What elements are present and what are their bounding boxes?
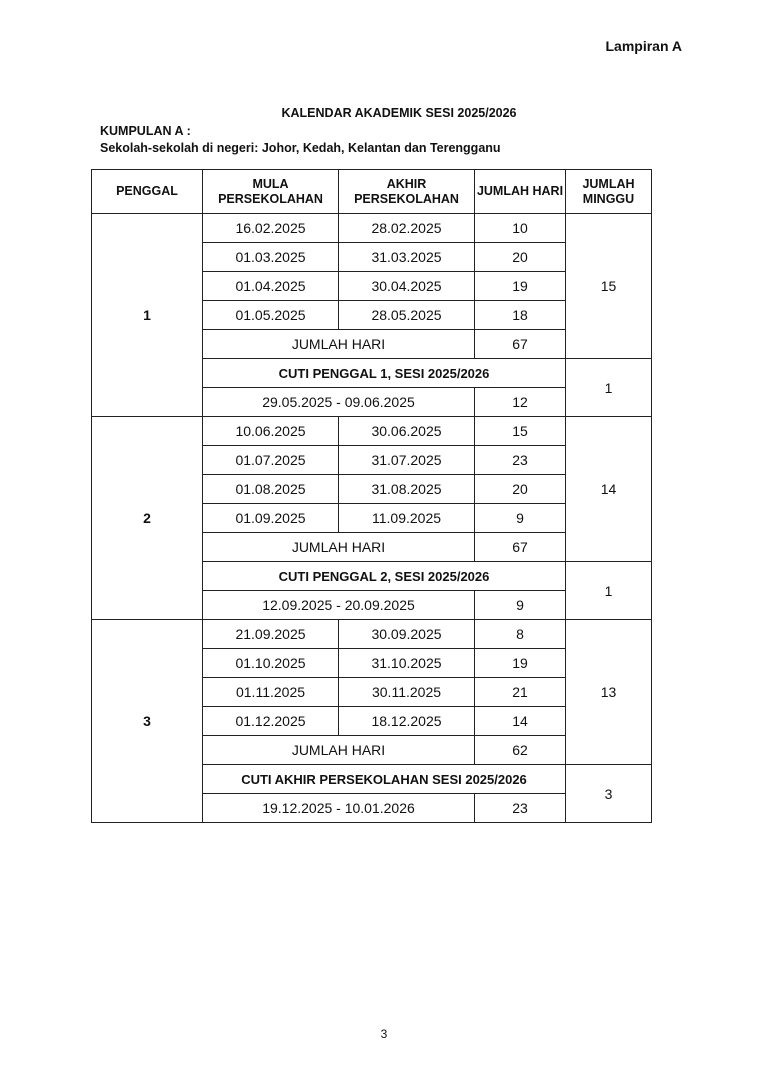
break-weeks: 1 xyxy=(566,359,652,417)
day-count: 23 xyxy=(475,446,566,475)
start-date: 01.07.2025 xyxy=(203,446,339,475)
appendix-label: Lampiran A xyxy=(605,38,682,54)
total-label: JUMLAH HARI xyxy=(203,736,475,765)
header-days: JUMLAH HARI xyxy=(475,170,566,214)
start-date: 16.02.2025 xyxy=(203,214,339,243)
break-days: 9 xyxy=(475,591,566,620)
start-date: 10.06.2025 xyxy=(203,417,339,446)
header-weeks: JUMLAH MINGGU xyxy=(566,170,652,214)
end-date: 31.03.2025 xyxy=(339,243,475,272)
day-count: 19 xyxy=(475,649,566,678)
term-number: 3 xyxy=(92,620,203,823)
total-days: 67 xyxy=(475,533,566,562)
break-range: 19.12.2025 - 10.01.2026 xyxy=(203,794,475,823)
table-row xyxy=(92,214,652,243)
end-date: 11.09.2025 xyxy=(339,504,475,533)
start-date: 21.09.2025 xyxy=(203,620,339,649)
day-count: 8 xyxy=(475,620,566,649)
end-date: 31.07.2025 xyxy=(339,446,475,475)
break-days: 23 xyxy=(475,794,566,823)
term-number: 2 xyxy=(92,417,203,620)
break-title: CUTI AKHIR PERSEKOLAHAN SESI 2025/2026 xyxy=(203,765,566,794)
table-row xyxy=(92,620,652,649)
end-date: 30.09.2025 xyxy=(339,620,475,649)
end-date: 28.05.2025 xyxy=(339,301,475,330)
academic-calendar-table xyxy=(91,169,652,823)
states-line: Sekolah-sekolah di negeri: Johor, Kedah, Kelantan dan Terengganu xyxy=(100,141,501,155)
day-count: 19 xyxy=(475,272,566,301)
group-label: KUMPULAN A : xyxy=(100,124,191,138)
end-date: 30.04.2025 xyxy=(339,272,475,301)
total-days: 67 xyxy=(475,330,566,359)
end-date: 18.12.2025 xyxy=(339,707,475,736)
header-term: PENGGAL xyxy=(92,170,203,214)
end-date: 30.06.2025 xyxy=(339,417,475,446)
day-count: 15 xyxy=(475,417,566,446)
start-date: 01.05.2025 xyxy=(203,301,339,330)
end-date: 28.02.2025 xyxy=(339,214,475,243)
day-count: 18 xyxy=(475,301,566,330)
week-count: 14 xyxy=(566,417,652,562)
total-days: 62 xyxy=(475,736,566,765)
week-count: 13 xyxy=(566,620,652,765)
start-date: 01.12.2025 xyxy=(203,707,339,736)
end-date: 30.11.2025 xyxy=(339,678,475,707)
start-date: 01.03.2025 xyxy=(203,243,339,272)
start-date: 01.10.2025 xyxy=(203,649,339,678)
end-date: 31.08.2025 xyxy=(339,475,475,504)
day-count: 14 xyxy=(475,707,566,736)
break-weeks: 3 xyxy=(566,765,652,823)
day-count: 9 xyxy=(475,504,566,533)
start-date: 01.04.2025 xyxy=(203,272,339,301)
day-count: 21 xyxy=(475,678,566,707)
break-title: CUTI PENGGAL 2, SESI 2025/2026 xyxy=(203,562,566,591)
term-number: 1 xyxy=(92,214,203,417)
total-label: JUMLAH HARI xyxy=(203,330,475,359)
total-label: JUMLAH HARI xyxy=(203,533,475,562)
break-range: 29.05.2025 - 09.06.2025 xyxy=(203,388,475,417)
week-count: 15 xyxy=(566,214,652,359)
table-row xyxy=(92,417,652,446)
page-number: 3 xyxy=(380,1027,388,1041)
header-end: AKHIR PERSEKOLAHAN xyxy=(339,170,475,214)
start-date: 01.08.2025 xyxy=(203,475,339,504)
break-title: CUTI PENGGAL 1, SESI 2025/2026 xyxy=(203,359,566,388)
header-start: MULA PERSEKOLAHAN xyxy=(203,170,339,214)
start-date: 01.11.2025 xyxy=(203,678,339,707)
day-count: 20 xyxy=(475,243,566,272)
start-date: 01.09.2025 xyxy=(203,504,339,533)
header-row xyxy=(92,170,652,214)
break-weeks: 1 xyxy=(566,562,652,620)
day-count: 20 xyxy=(475,475,566,504)
break-days: 12 xyxy=(475,388,566,417)
break-range: 12.09.2025 - 20.09.2025 xyxy=(203,591,475,620)
document-title: KALENDAR AKADEMIK SESI 2025/2026 xyxy=(281,106,517,120)
end-date: 31.10.2025 xyxy=(339,649,475,678)
day-count: 10 xyxy=(475,214,566,243)
